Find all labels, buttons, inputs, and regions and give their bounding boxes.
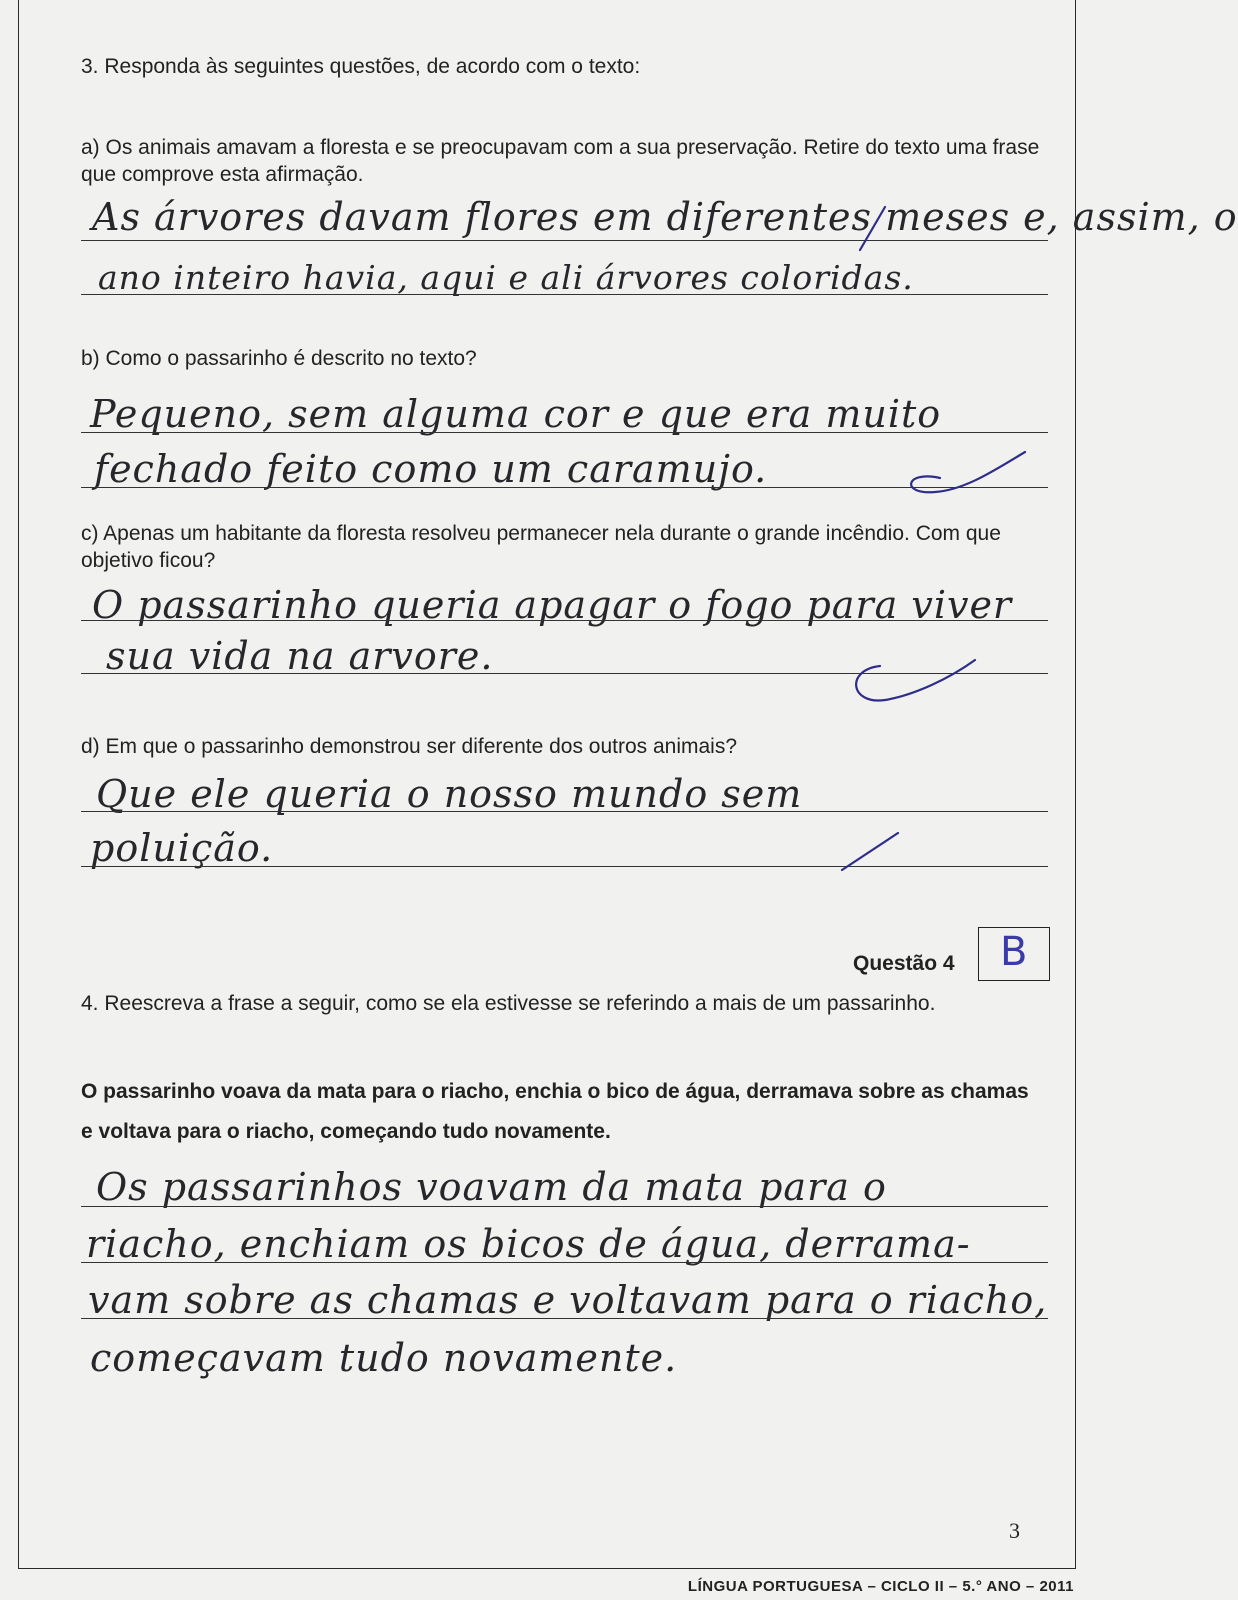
answer-4-line-2: riacho, enchiam os bicos de água, derrama- (86, 1222, 971, 1266)
answer-4-line-4: começavam tudo novamente. (90, 1336, 678, 1380)
answer-3a-line-1: As árvores davam flores em diferentes meses e, assim, o (92, 195, 1238, 239)
teacher-slash-mark (842, 833, 898, 870)
grade-letter: B (1000, 929, 1028, 975)
question-4-sentence: O passarinho voava da mata para o riacho, enchia o bico de água, derramava sobre as chamas e voltava para o riacho, começando tudo novamente. (81, 1080, 1029, 1143)
question-3c-text: c) Apenas um habitante da floresta resolveu permanecer nela durante o grande incêndio. Com que objetivo ficou? (81, 522, 1001, 572)
question-3a-text: a) Os animais amavam a floresta e se preocupavam com a sua preservação. Retire do texto uma frase que comprove esta afirmação. (81, 136, 1040, 186)
page-footer: LÍNGUA PORTUGUESA – CICLO II – 5.° ANO – 2011 (687, 1578, 1074, 1595)
teacher-check-mark (911, 452, 1025, 492)
teacher-check-mark (856, 660, 975, 700)
answer-3d-line-1: Que ele queria o nosso mundo sem (96, 772, 803, 816)
answer-3b-line-1: Pequeno, sem alguma cor e que era muito (90, 392, 942, 436)
teacher-slash-mark (860, 207, 885, 250)
answer-4-line-1: Os passarinhos voavam da mata para o (96, 1165, 887, 1209)
question-3b-text: b) Como o passarinho é descrito no texto? (81, 347, 477, 370)
question-4-label: Questão 4 (853, 952, 955, 975)
answer-3c-line-2: sua vida na arvore. (106, 634, 494, 678)
answer-3c-line-1: O passarinho queria apagar o fogo para viver (92, 583, 1013, 627)
answer-3b-line-2: fechado feito como um caramujo. (94, 447, 768, 491)
page-number: 3 (1009, 1518, 1020, 1543)
question-4-instruction: 4. Reescreva a frase a seguir, como se ela estivesse se referindo a mais de um passarinho. (81, 992, 936, 1015)
question-3d-text: d) Em que o passarinho demonstrou ser diferente dos outros animais? (81, 735, 738, 758)
answer-3a-line-2: ano inteiro havia, aqui e ali árvores coloridas. (98, 258, 914, 297)
question-3-intro: 3. Responda às seguintes questões, de acordo com o texto: (81, 55, 641, 78)
answer-4-line-3: vam sobre as chamas e voltavam para o riacho, (88, 1278, 1048, 1322)
answer-3d-line-2: poluição. (90, 826, 274, 870)
